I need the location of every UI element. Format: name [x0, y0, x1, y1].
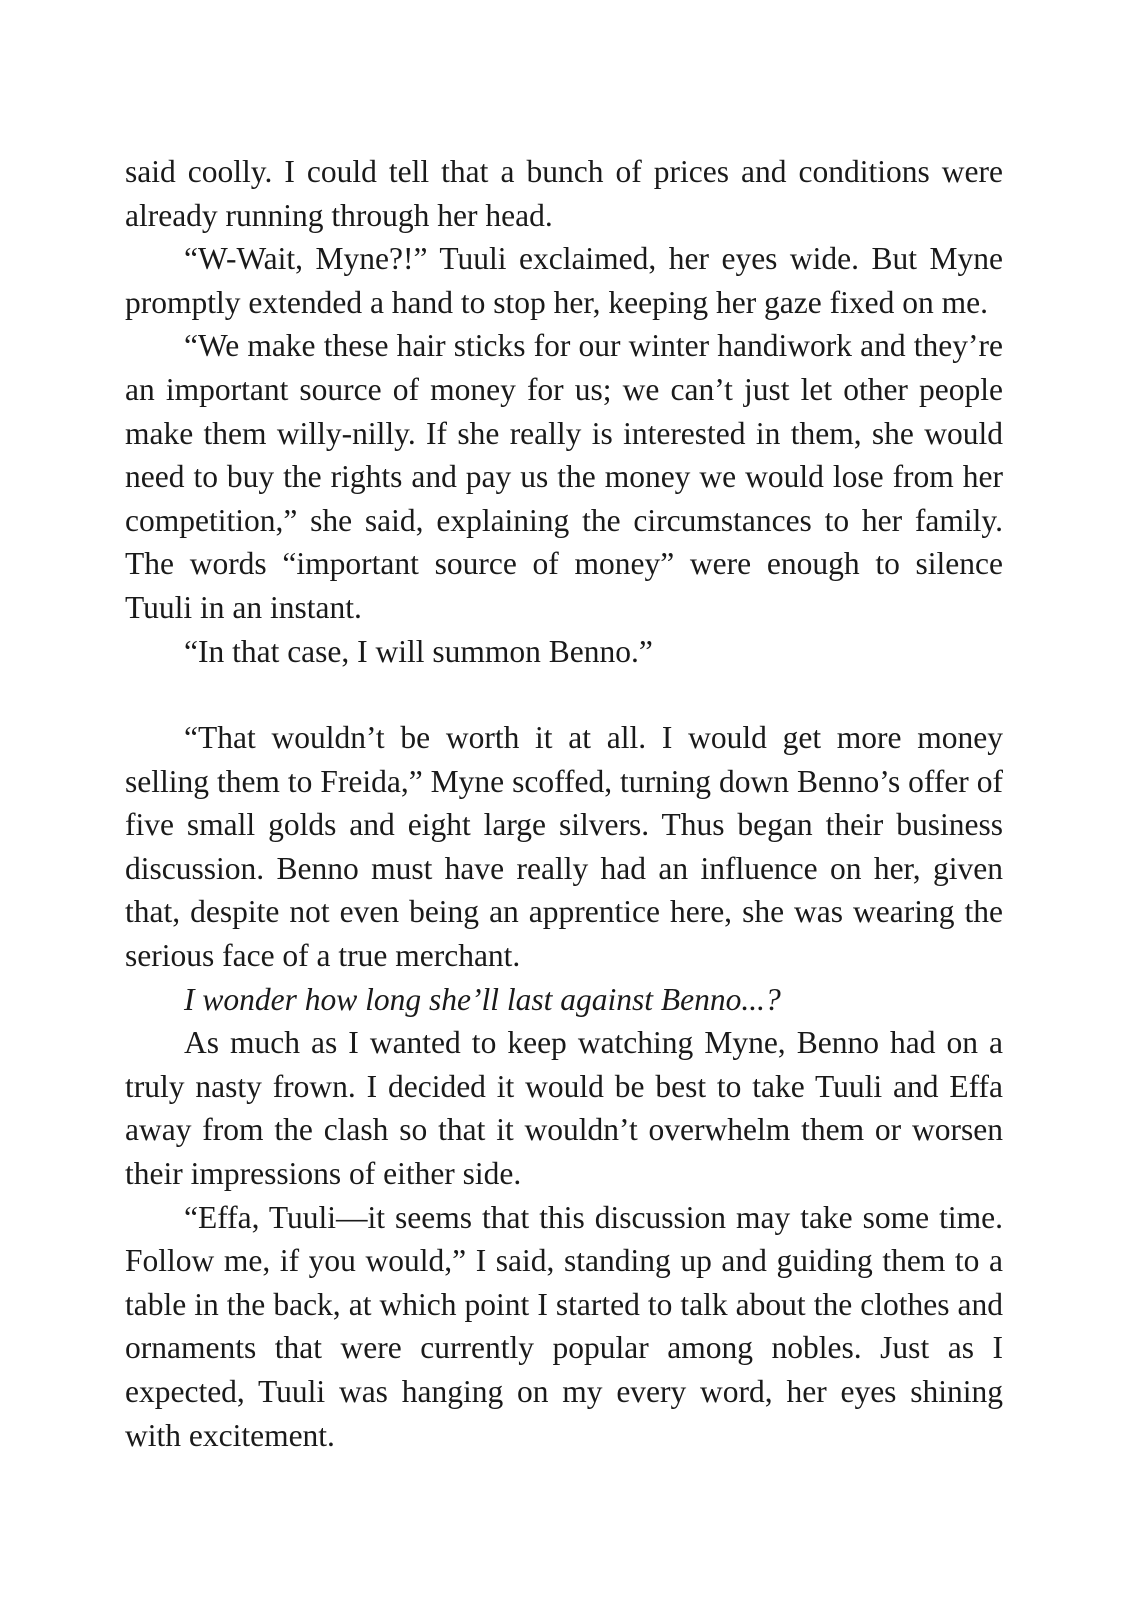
paragraph-inner-thought: I wonder how long she’ll last against Benno...?: [184, 981, 781, 1017]
section-two: [125, 716, 1003, 1457]
paragraph-summon-benno: “In that case, I will summon Benno.”: [184, 633, 653, 669]
paragraph-follow-me: “Effa, Tuuli—it seems that this discussion may take some time. Follow me, if you would,” I said, standing up and guiding them to a table in the back, at which point I started to talk about the clothes and ornaments that were currently popular among nobles. Just as I expected, Tuuli was hanging on my every word, her eyes shining with excitement.: [125, 1199, 1003, 1453]
paragraph-tuuli-exclaims: “W-Wait, Myne?!” Tuuli exclaimed, her eyes wide. But Myne promptly extended a hand to stop her, keeping her gaze fixed on me.: [125, 241, 1003, 320]
section-one: [125, 150, 1003, 673]
paragraph-hair-sticks: “We make these hair sticks for our winter handiwork and they’re an important source of money for us; we can’t just let other people make them willy-nilly. If she really is interested in them, she would need to buy the rights and pay us the money we would lose from her competition,” she said, explaining the circumstances to her family. The words “important source of money” were enough to silence Tuuli in an instant.: [125, 328, 1003, 625]
paragraph-continuation: said coolly. I could tell that a bunch of prices and conditions were already running through her head.: [125, 154, 1003, 233]
paragraph-not-worth-it: “That wouldn’t be worth it at all. I would get more money selling them to Freida,” Myne scoffed, turning down Benno’s offer of five small golds and eight large silvers. Thus began their business discussion. Benno must have really had an influence on her, given that, despite not even being an apprentice here, she was wearing the serious face of a true merchant.: [125, 720, 1003, 973]
paragraph-nasty-frown: As much as I wanted to keep watching Myne, Benno had on a truly nasty frown. I decided it would be best to take Tuuli and Effa away from the clash so that it wouldn’t overwhelm them or worsen their impressions of either side.: [125, 1025, 1003, 1191]
